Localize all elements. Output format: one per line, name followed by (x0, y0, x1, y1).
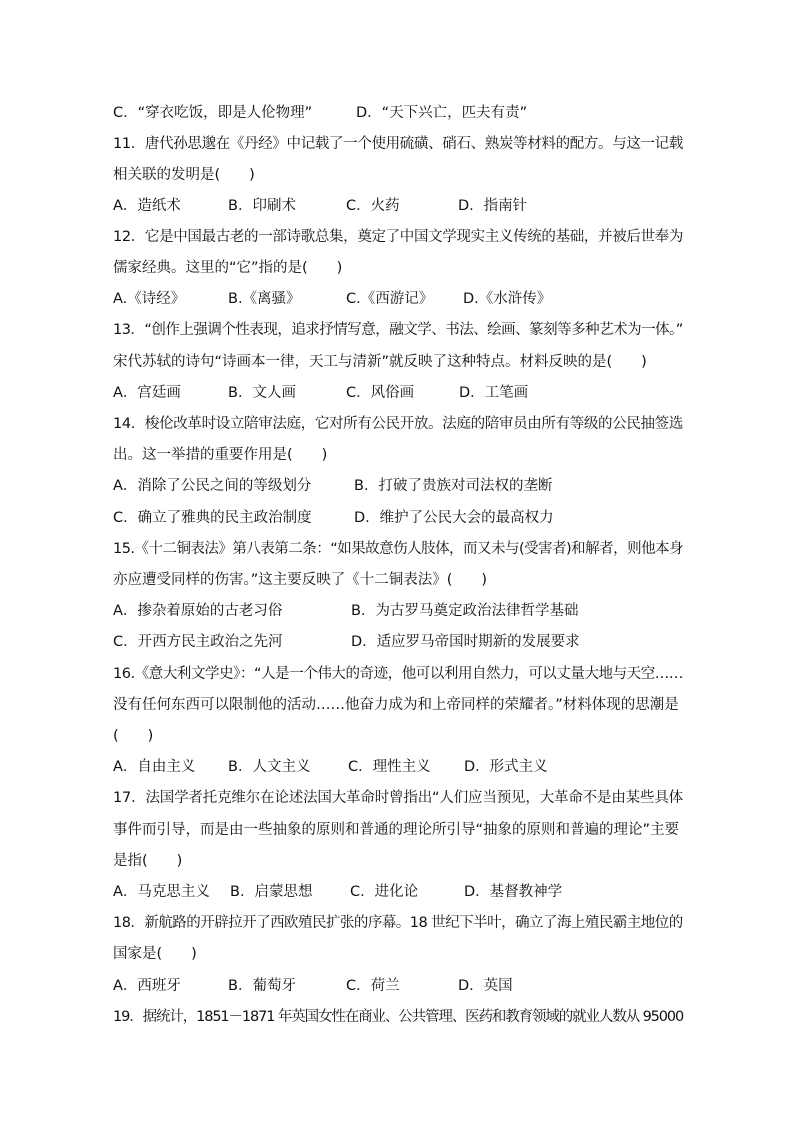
q15-option-d: D．适应罗马帝国时期新的发展要求 (351, 634, 580, 650)
q14-option-c: C．确立了雅典的民主政治制度 (113, 510, 312, 526)
q16-option-d: D．形式主义 (464, 759, 548, 775)
q13-option-c: C．风俗画 (346, 385, 415, 401)
q11-option-a: A．造纸术 (113, 198, 181, 214)
q15-stem-line-1: 15.《十二铜表法》第八表第二条：“如果故意伤人肢体，而又未与(受害者)和解者，则他本身 (113, 541, 684, 557)
q10-option-d: D．“天下兴亡，匹夫有责” (356, 105, 528, 121)
q13-option-a: A．宫廷画 (113, 385, 181, 401)
q12-stem-line-2: 儒家经典。这里的“它”指的是( ) (113, 260, 343, 276)
q15-stem-line-2: 亦应遭受同样的伤害。”这主要反映了《十二铜表法》( ) (113, 572, 488, 588)
q12-option-b: B.《离骚》 (228, 291, 301, 307)
q10-option-c: C．“穿衣吃饭，即是人伦物理” (113, 105, 313, 121)
q14-option-d: D．维护了公民大会的最高权力 (354, 510, 554, 526)
q11-stem-line-2: 相关联的发明是( ) (113, 167, 255, 183)
q13-stem-line-2: 宋代苏轼的诗句“诗画本一律，天工与清新”就反映了这种特点。材料反映的是( ) (113, 354, 647, 370)
q12-option-d: D.《水浒传》 (463, 291, 552, 307)
q16-option-b: B．人文主义 (228, 759, 311, 775)
q11-option-c: C．火药 (346, 198, 400, 214)
q17-stem-line-3: 是指( ) (113, 853, 183, 869)
q16-stem-line-3: ( ) (113, 728, 154, 744)
q17-stem-line-2: 事件而引导，而是由一些抽象的原则和普通的理论所引导“抽象的原则和普遍的理论”主要 (113, 822, 680, 838)
q19-stem-line-1: 19．据统计，1851－1871 年英国女性在商业、公共管理、医药和教育领域的就业人数从 95000 (113, 1009, 684, 1025)
q15-option-b: B．为古罗马奠定政治法律哲学基础 (351, 603, 579, 619)
q17-stem-line-1: 17．法国学者托克维尔在论述法国大革命时曾指出“人们应当预见，大革命不是由某些具体 (113, 790, 683, 806)
q16-stem-line-2: 没有任何东西可以限制他的活动……他奋力成为和上帝同样的荣耀者。”材料体现的思潮是 (113, 697, 679, 713)
q14-stem-line-2: 出。这一举措的重要作用是( ) (113, 447, 328, 463)
q12-option-c: C.《西游记》 (346, 291, 434, 307)
q18-option-d: D．英国 (458, 978, 513, 994)
q18-option-c: C．荷兰 (346, 978, 400, 994)
q11-option-b: B．印刷术 (228, 198, 296, 214)
q11-option-d: D．指南针 (458, 198, 528, 214)
q18-option-b: B．葡萄牙 (228, 978, 296, 994)
q18-stem-line-2: 国家是( ) (113, 946, 197, 962)
q13-stem-line-1: 13．“创作上强调个性表现，追求抒情写意，融文学、书法、绘画、篆刻等多种艺术为一体。” (113, 322, 683, 338)
q16-stem-line-1: 16.《意大利文学史》：“人是一个伟大的奇迹，他可以利用自然力，可以丈量大地与天空…… (113, 666, 683, 682)
q17-option-c: C．进化论 (350, 884, 419, 900)
q16-option-a: A．自由主义 (113, 759, 196, 775)
q15-option-a: A．掺杂着原始的古老习俗 (113, 603, 283, 619)
q13-option-b: B．文人画 (228, 385, 296, 401)
q18-option-a: A．西班牙 (113, 978, 181, 994)
q14-stem-line-1: 14．梭伦改革时设立陪审法庭，它对所有公民开放。法庭的陪审员由所有等级的公民抽签选 (113, 416, 684, 432)
q17-option-d: D．基督教神学 (464, 884, 563, 900)
q17-option-a: A．马克思主义 (113, 884, 210, 900)
q14-option-b: B．打破了贵族对司法权的垄断 (354, 478, 553, 494)
q17-option-b: B．启蒙思想 (230, 884, 313, 900)
q12-option-a: A.《诗经》 (113, 291, 186, 307)
q16-option-c: C．理性主义 (348, 759, 431, 775)
q12-stem-line-1: 12．它是中国最古老的一部诗歌总集，奠定了中国文学现实主义传统的基础，并被后世奉为 (113, 229, 684, 245)
q18-stem-line-1: 18．新航路的开辟拉开了西欧殖民扩张的序幕。18 世纪下半叶，确立了海上殖民霸主地位的 (113, 915, 683, 931)
q13-option-d: D．工笔画 (459, 385, 529, 401)
q14-option-a: A．消除了公民之间的等级划分 (113, 478, 312, 494)
q15-option-c: C．开西方民主政治之先河 (113, 634, 283, 650)
q11-stem-line-1: 11．唐代孙思邈在《丹经》中记载了一个使用硫磺、硝石、熟炭等材料的配方。与这一记载 (113, 136, 684, 152)
